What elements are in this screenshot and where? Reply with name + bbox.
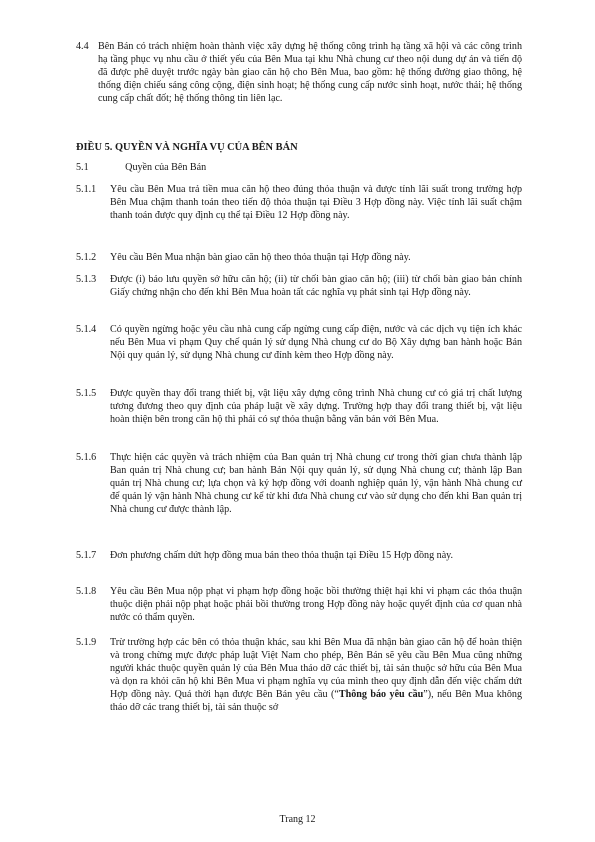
clause-5-1-7 [76, 549, 522, 562]
clause-number: 5.1.6 [76, 452, 97, 463]
clause-number: 5.1.3 [76, 274, 97, 285]
clause-4-4 [76, 40, 522, 105]
clause-text: Yêu cầu Bên Mua trả tiền mua căn hộ theo đúng thỏa thuận và được tính lãi suất trong trường hợp Bên Mua chậm thanh toán theo tiến độ thỏa thuận tại Điều 3 Hợp đồng này. Việc tính lãi suất chậm thanh toán được quy định cụ thể tại Điều 12 Hợp đồng này. [110, 184, 522, 221]
clause-number: 5.1.9 [76, 637, 97, 648]
clause-text-part-a: Trừ trường hợp các bên có thỏa thuận khác, sau khi Bên Mua đã nhận bàn giao căn hộ để hoàn thiện và trong chừng mực được pháp luật Việt Nam cho phép, Bên Bán sẽ yêu cầu Bên Mua cũng những người khác thuộc quyền quản lý của Bên Mua tháo dỡ các thiết bị, tài sản thuộc sở hữu của Bên Mua và dọn ra khỏi căn hộ khi Bên Mua vi phạm nghĩa vụ của mình theo quy định dẫn đến việc chấm dứt Hợp đồng này. Quá thời hạn được Bên Bán yêu cầu (“ [110, 637, 522, 700]
article-heading: ĐIỀU 5. QUYỀN VÀ NGHĨA VỤ CỦA BÊN BÁN [76, 142, 298, 153]
clause-text: Đơn phương chấm dứt hợp đồng mua bán theo thỏa thuận tại Điều 15 Hợp đồng này. [110, 550, 454, 561]
clause-text: Thực hiện các quyền và trách nhiệm của Ban quản trị Nhà chung cư trong thời gian chưa thành lập Ban quản trị Nhà chung cư; ban hành Bản Nội quy quản lý, sử dụng Nhà chung cư; thành lập Ban quản trị Nhà chung cư; lựa chọn và ký hợp đồng với doanh nghiệp quản lý, vận hành Nhà chung cư để quản lý vận hành Nhà chung cư kể từ khi đưa Nhà chung cư vào sử dụng cho đến khi Ban quản trị Nhà chung cư được thành lập. [110, 452, 522, 515]
section-number: 5.1 [76, 162, 89, 173]
clause-5-1-6 [76, 451, 522, 516]
clause-number: 5.1.2 [76, 252, 97, 263]
clause-text-part-b: ”), nếu Bên Mua không tháo dỡ các trang thiết bị, tài sản thuộc sở [110, 689, 522, 713]
page-number: Trang 12 [279, 814, 316, 825]
clause-5-1-9 [76, 636, 522, 714]
clause-5-1-4 [76, 323, 522, 362]
clause-text [110, 636, 522, 714]
clause-5-1-1 [76, 183, 522, 222]
clause-number: 5.1.7 [76, 550, 97, 561]
clause-number: 4.4 [76, 41, 89, 52]
section-title: Quyền của Bên Bán [125, 162, 207, 173]
clause-text: Được quyền thay đổi trang thiết bị, vật liệu xây dựng công trình Nhà chung cư có giá trị chất lượng tương đương theo quy định của pháp luật về xây dựng. Trường hợp thay đổi trang thiết bị, vật liệu hoàn thiện bên trong căn hộ thì phải có sự thỏa thuận bằng văn bản với Bên Mua. [110, 388, 522, 425]
clause-text: Bên Bán có trách nhiệm hoàn thành việc xây dựng hệ thống công trình hạ tầng xã hội và các công trình hạ tầng phục vụ nhu cầu ở thiết yếu của Bên Mua tại khu Nhà chung cư theo nội dung dự án và tiến độ đã được phê duyệt trước ngày bàn giao căn hộ cho Bên Mua, bao gồm: hệ thống đường giao thông, hệ thống điện chiếu sáng công cộng, điện sinh hoạt; hệ thống cung cấp nước sinh hoạt, nước thải; hệ thống cung cấp chất đốt; hệ thống thông tin liên lạc. [98, 41, 522, 104]
clause-number: 5.1.1 [76, 184, 97, 195]
clause-number: 5.1.8 [76, 586, 97, 597]
clause-number: 5.1.4 [76, 324, 97, 335]
bold-term: Thông báo yêu cầu [338, 689, 424, 700]
clause-5-1-5 [76, 387, 522, 426]
clause-text: Có quyền ngừng hoặc yêu cầu nhà cung cấp ngừng cung cấp điện, nước và các dịch vụ tiện ích khác nếu Bên Mua vi phạm Quy chế quản lý sử dụng Nhà chung cư do Bộ Xây dựng ban hành hoặc Bản Nội quy quản lý, sử dụng Nhà chung cư đính kèm theo Hợp đồng này. [110, 324, 522, 361]
clause-number: 5.1.5 [76, 388, 97, 399]
clause-5-1-3 [76, 273, 522, 299]
clause-5-1-8 [76, 585, 522, 624]
clause-text: Yêu cầu Bên Mua nộp phạt vi phạm hợp đồng hoặc bồi thường thiệt hại khi vi phạm các thỏa thuận thuộc diện phải nộp phạt hoặc phải bồi thường trong Hợp đồng này hoặc quyết định của cơ quan nhà nước có thẩm quyền. [110, 586, 522, 623]
clause-text: Yêu cầu Bên Mua nhận bàn giao căn hộ theo thỏa thuận tại Hợp đồng này. [110, 252, 411, 263]
clause-5-1-2 [76, 251, 522, 264]
clause-text: Được (i) bảo lưu quyền sở hữu căn hộ; (ii) từ chối bàn giao căn hộ; (iii) từ chối bàn giao bản chính Giấy chứng nhận cho đến khi Bên Mua hoàn tất các nghĩa vụ phát sinh tại Hợp đồng này. [110, 274, 522, 298]
section-5-1 [76, 162, 206, 173]
